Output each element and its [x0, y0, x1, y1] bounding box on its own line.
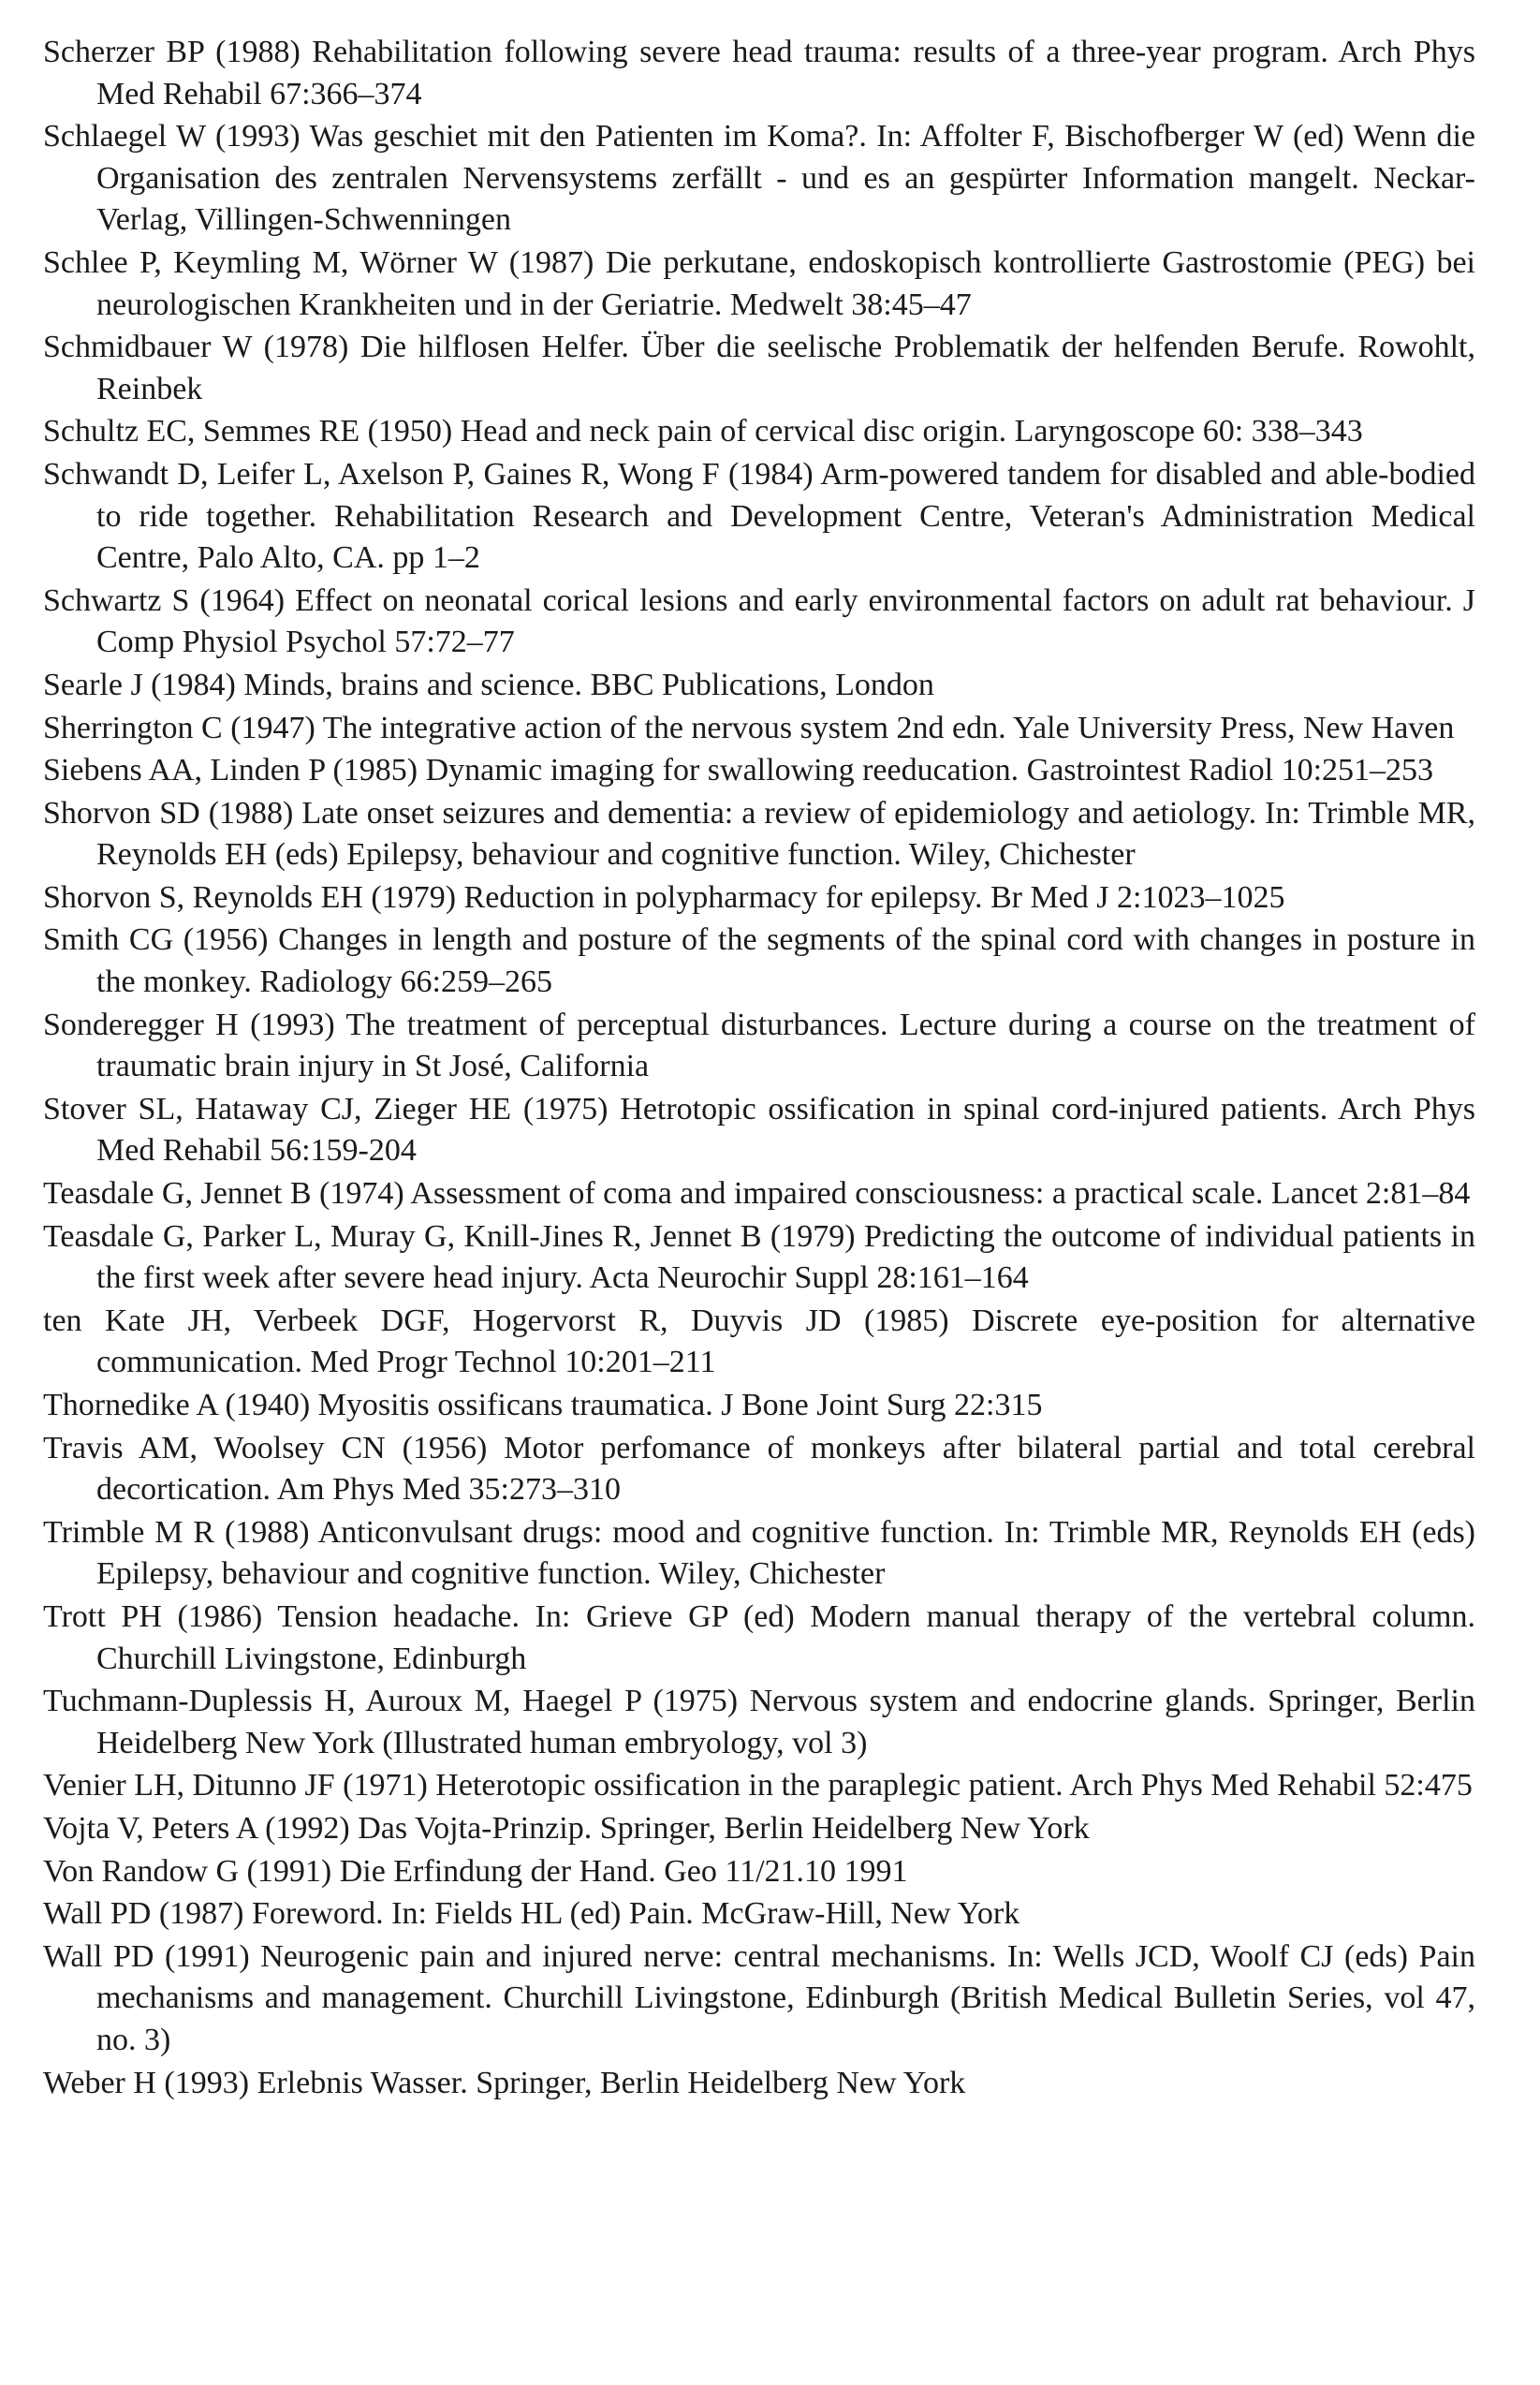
- reference-entry: Teasdale G, Parker L, Muray G, Knill-Jines R, Jennet B (1979) Predicting the outcome of individual patients in the first week after severe head injury. Acta Neurochir Suppl 28:161–164: [43, 1218, 1475, 1296]
- reference-entry: Teasdale G, Jennet B (1974) Assessment of coma and impaired consciousness: a practical scale. Lancet 2:81–84: [43, 1176, 1471, 1212]
- reference-entry: Shorvon S, Reynolds EH (1979) Reduction in polypharmacy for epilepsy. Br Med J 2:1023–1025: [43, 879, 1285, 915]
- reference-entry: Wall PD (1991) Neurogenic pain and injured nerve: central mechanisms. In: Wells JCD, Woolf CJ (eds) Pain mechanisms and management. Churchill Livingstone, Edinburgh (British Medical Bulletin Series, vol 47, no. 3): [43, 1938, 1475, 2057]
- reference-entry: Venier LH, Ditunno JF (1971) Heterotopic ossification in the paraplegic patient. Arch Phys Med Rehabil 52:475: [43, 1768, 1473, 1803]
- reference-entry: Sherrington C (1947) The integrative action of the nervous system 2nd edn. Yale University Press, New Haven: [43, 710, 1455, 745]
- reference-entry: Von Randow G (1991) Die Erfindung der Hand. Geo 11/21.10 1991: [43, 1853, 908, 1889]
- reference-entry: Stover SL, Hataway CJ, Zieger HE (1975) Hetrotopic ossification in spinal cord-injured patients. Arch Phys Med Rehabil 56:159-204: [43, 1091, 1475, 1169]
- reference-entry: Tuchmann-Duplessis H, Auroux M, Haegel P (1975) Nervous system and endocrine glands. Springer, Berlin Heidelberg New York (Illustrated human embryology, vol 3): [43, 1684, 1475, 1760]
- reference-entry: Wall PD (1987) Foreword. In: Fields HL (ed) Pain. McGraw-Hill, New York: [43, 1896, 1020, 1932]
- reference-entry: Schmidbauer W (1978) Die hilflosen Helfer. Über die seelische Problematik der helfenden Berufe. Rowohlt, Reinbek: [43, 330, 1475, 406]
- reference-entry: Siebens AA, Linden P (1985) Dynamic imaging for swallowing reeducation. Gastrointest Radiol 10:251–253: [43, 753, 1434, 788]
- reference-entry: Schwandt D, Leifer L, Axelson P, Gaines R, Wong F (1984) Arm-powered tandem for disabled and able-bodied to ride together. Rehabilitation Research and Development Centre, Veteran's Administration Medical Centre, Palo Alto, CA. pp 1–2: [43, 456, 1475, 576]
- reference-entry: Schultz EC, Semmes RE (1950) Head and neck pain of cervical disc origin. Laryngoscope 60: 338–343: [43, 414, 1363, 449]
- reference-entry: Sonderegger H (1993) The treatment of perceptual disturbances. Lecture during a course on the treatment of traumatic brain injury in St José, California: [43, 1007, 1475, 1084]
- reference-entry: Schwartz S (1964) Effect on neonatal corical lesions and early environmental factors on adult rat behaviour. J Comp Physiol Psychol 57:72–77: [43, 582, 1475, 660]
- reference-entry: Trimble M R (1988) Anticonvulsant drugs: mood and cognitive function. In: Trimble MR, Reynolds EH (eds) Epilepsy, behaviour and cognitive function. Wiley, Chichester: [43, 1514, 1475, 1592]
- reference-entry: Smith CG (1956) Changes in length and posture of the segments of the spinal cord with changes in posture in the monkey. Radiology 66:259–265: [43, 922, 1475, 1000]
- reference-entry: Travis AM, Woolsey CN (1956) Motor perfomance of monkeys after bilateral partial and total cerebral decortication. Am Phys Med 35:273–310: [43, 1430, 1475, 1508]
- reference-entry: Weber H (1993) Erlebnis Wasser. Springer, Berlin Heidelberg New York: [43, 2065, 966, 2100]
- reference-entry: Schlee P, Keymling M, Wörner W (1987) Die perkutane, endoskopisch kontrollierte Gastrostomie (PEG) bei neurologischen Krankheiten und in der Geriatrie. Medwelt 38:45–47: [43, 244, 1475, 322]
- reference-entry: Searle J (1984) Minds, brains and science. BBC Publications, London: [43, 667, 934, 702]
- reference-entry: Thornedike A (1940) Myositis ossificans traumatica. J Bone Joint Surg 22:315: [43, 1388, 1043, 1422]
- reference-entry: Schlaegel W (1993) Was geschiet mit den Patienten im Koma?. In: Affolter F, Bischofberger W (ed) Wenn die Organisation des zentralen Nervensystems zerfällt - und es an gespürter Information mangelt. Neckar-Verlag, Villingen-Schwenningen: [43, 119, 1475, 238]
- reference-list: [43, 32, 1475, 2105]
- reference-entry: Vojta V, Peters A (1992) Das Vojta-Prinzip. Springer, Berlin Heidelberg New York: [43, 1810, 1090, 1846]
- reference-entry: Scherzer BP (1988) Rehabilitation following severe head trauma: results of a three-year program. Arch Phys Med Rehabil 67:366–374: [43, 35, 1475, 111]
- reference-entry: Shorvon SD (1988) Late onset seizures and dementia: a review of epidemiology and aetiology. In: Trimble MR, Reynolds EH (eds) Epilepsy, behaviour and cognitive function. Wiley, Chichester: [43, 795, 1475, 873]
- reference-entry: ten Kate JH, Verbeek DGF, Hogervorst R, Duyvis JD (1985) Discrete eye-position for alternative communication. Med Progr Technol 10:201–211: [43, 1303, 1475, 1380]
- reference-entry: Trott PH (1986) Tension headache. In: Grieve GP (ed) Modern manual therapy of the vertebral column. Churchill Livingstone, Edinburgh: [43, 1598, 1475, 1676]
